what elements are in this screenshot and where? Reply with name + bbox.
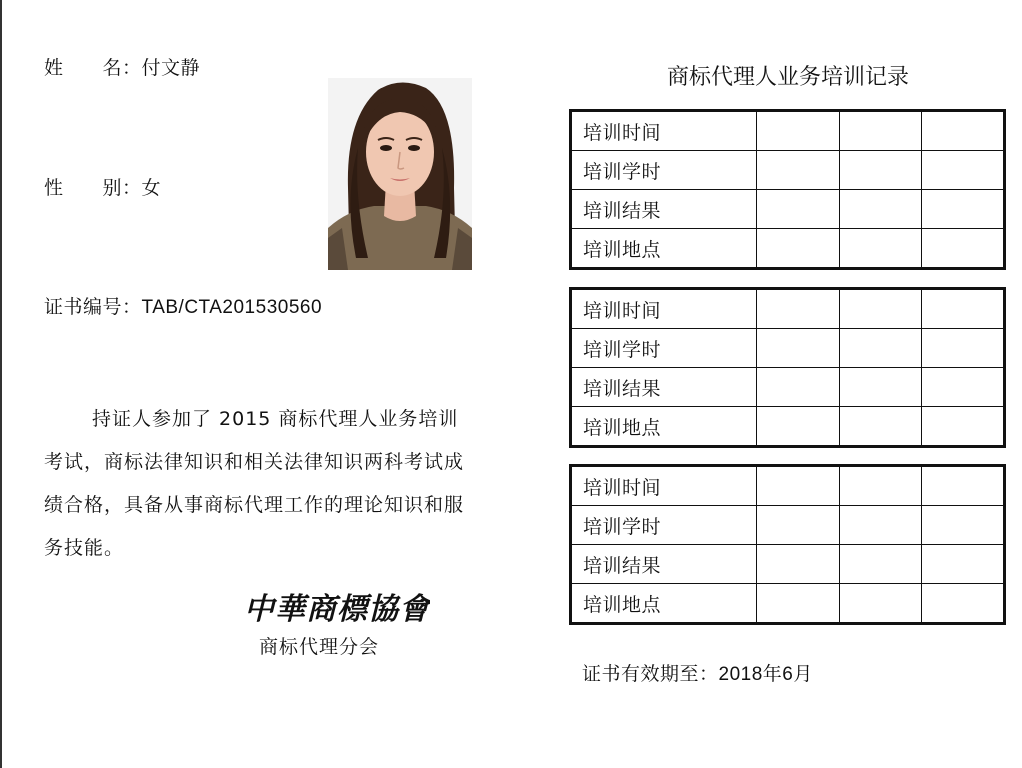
validity-value: 2018年6月 xyxy=(718,664,813,685)
table-row xyxy=(571,229,1005,269)
table-row xyxy=(571,289,1005,329)
blank-cell xyxy=(921,289,1004,329)
blank-cell xyxy=(839,151,921,190)
row-label: 培训时间 xyxy=(571,111,757,151)
blank-cell xyxy=(921,407,1004,447)
blank-cell xyxy=(839,466,921,506)
table-row xyxy=(571,190,1005,229)
blank-cell xyxy=(757,368,839,407)
blank-cell xyxy=(921,466,1004,506)
branch-name: 商标代理分会 xyxy=(259,636,380,658)
blank-cell xyxy=(839,329,921,368)
validity-field xyxy=(582,659,813,686)
blank-cell xyxy=(757,545,839,584)
blank-cell xyxy=(921,329,1004,368)
blank-cell xyxy=(839,190,921,229)
row-label: 培训学时 xyxy=(571,329,757,368)
blank-cell xyxy=(839,368,921,407)
blank-cell xyxy=(839,584,921,624)
portrait-image xyxy=(328,78,472,270)
certificate-statement xyxy=(44,398,476,570)
row-label: 培训学时 xyxy=(571,506,757,545)
table-row xyxy=(571,466,1005,506)
holder-photo xyxy=(328,78,472,270)
row-label: 培训地点 xyxy=(571,584,757,624)
blank-cell xyxy=(757,329,839,368)
table-row xyxy=(571,506,1005,545)
blank-cell xyxy=(839,407,921,447)
blank-cell xyxy=(839,545,921,584)
seal-text: 中華商標協會 xyxy=(244,592,430,627)
record-title: 商标代理人业务培训记录 xyxy=(666,65,909,90)
blank-cell xyxy=(839,229,921,269)
table-row xyxy=(571,368,1005,407)
blank-cell xyxy=(757,506,839,545)
blank-cell xyxy=(921,229,1004,269)
association-seal xyxy=(240,588,430,628)
seal-calligraphy xyxy=(240,588,430,628)
row-label: 培训地点 xyxy=(571,229,757,269)
validity-label: 证书有效期至： xyxy=(582,663,719,685)
row-label: 培训地点 xyxy=(571,407,757,447)
name-field xyxy=(44,59,200,78)
blank-cell xyxy=(921,584,1004,624)
blank-cell xyxy=(757,289,839,329)
table-row xyxy=(571,329,1005,368)
table-row xyxy=(571,111,1005,151)
blank-cell xyxy=(757,584,839,624)
blank-cell xyxy=(757,190,839,229)
cert-number-value: TAB/CTA201530560 xyxy=(141,297,323,318)
training-record-table-2 xyxy=(569,287,1006,448)
gender-value: 女 xyxy=(141,177,162,199)
table-row xyxy=(571,545,1005,584)
blank-cell xyxy=(921,506,1004,545)
gender-field xyxy=(44,179,161,198)
row-label: 培训结果 xyxy=(571,368,757,407)
cert-number-field xyxy=(44,298,322,317)
name-label: 姓 名： xyxy=(44,57,142,79)
training-record-table-3 xyxy=(569,464,1006,625)
table-row xyxy=(571,584,1005,624)
row-label: 培训结果 xyxy=(571,190,757,229)
row-label: 培训学时 xyxy=(571,151,757,190)
blank-cell xyxy=(839,506,921,545)
row-label: 培训时间 xyxy=(571,289,757,329)
blank-cell xyxy=(757,151,839,190)
blank-cell xyxy=(921,151,1004,190)
blank-cell xyxy=(921,111,1004,151)
table-row xyxy=(571,407,1005,447)
name-value: 付文静 xyxy=(141,57,201,79)
blank-cell xyxy=(839,289,921,329)
training-record-table-1 xyxy=(569,109,1006,270)
blank-cell xyxy=(839,111,921,151)
table-row xyxy=(571,151,1005,190)
blank-cell xyxy=(757,111,839,151)
row-label: 培训时间 xyxy=(571,466,757,506)
blank-cell xyxy=(921,368,1004,407)
blank-cell xyxy=(921,190,1004,229)
blank-cell xyxy=(757,229,839,269)
blank-cell xyxy=(757,407,839,447)
page-border xyxy=(0,0,2,768)
statement-text: 持证人参加了 2015 商标代理人业务培训考试，商标法律知识和相关法律知识两科考试成绩合格，具备从事商标代理工作的理论知识和服务技能。 xyxy=(44,408,465,559)
gender-label: 性 别： xyxy=(44,177,142,199)
row-label: 培训结果 xyxy=(571,545,757,584)
blank-cell xyxy=(921,545,1004,584)
cert-number-label: 证书编号： xyxy=(44,296,142,318)
blank-cell xyxy=(757,466,839,506)
